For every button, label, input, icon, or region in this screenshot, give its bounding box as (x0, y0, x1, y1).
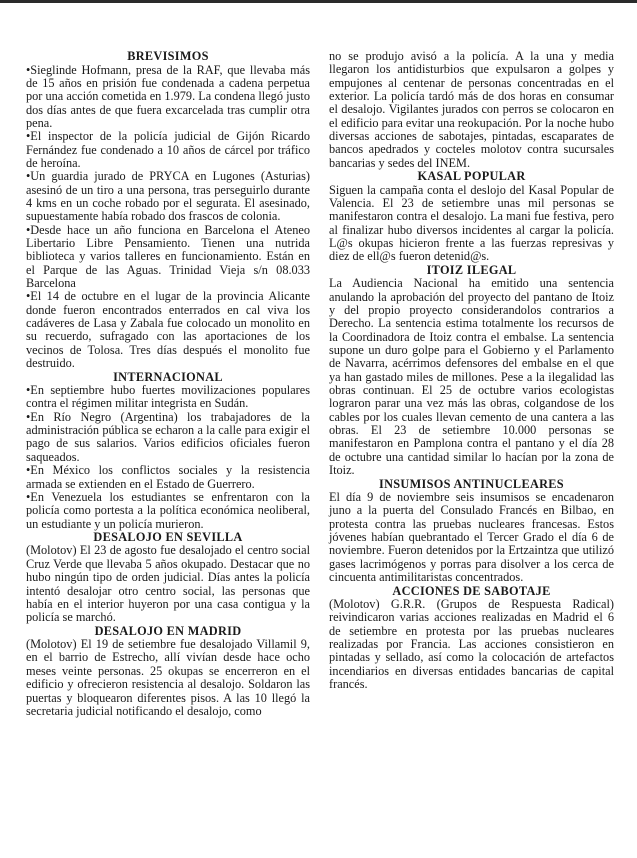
paragraph: El día 9 de noviembre seis insumisos se encadenaron juno a la puerta del Consulado Francés en Bilbao, en protesta contra las pruebas nucleares francesas. Estos jóvenes habían quebrantado el Tercer Grado el día 6 de noviembre. Fueron detenidos por la Ertzaintza que utilizó gases lacrimógenos y porras para disolver a los cerca de cincuenta antimilitaristas concentrados. (329, 490, 614, 585)
paragraph: •En Venezuela los estudiantes se enfrentaron con la policía como portesta a la política económica neoliberal, un estudiante y un policía murieron. (26, 489, 310, 531)
paragraph: Siguen la campaña conta el deslojo del Kasal Popular de Valencia. El 23 de setiembre unas mil personas se manifestaron contra el desalojo. La mani fue festiva, pero al finalizar hubo diversos incidentes al cargar la policía. L@s okupas hicieron frente a las fuerzas represivas y diez de ell@s fueron detenid@s. (329, 182, 614, 264)
paragraph: (Molotov) El 23 de agosto fue desalojado el centro social Cruz Verde que llevaba 5 años okupado. Destacar que no hubo ningún tipo de orden judicial. Días antes la policía intentó desalojar otro centro social, las personas que había en el interior huyeron por una casa contigua y la policía se marchó. (26, 543, 310, 625)
paragraph: •En Río Negro (Argentina) los trabajadores de la administración pública se echaron a la calle para exigir el pago de sus salarios. Varios edificios oficiales fueron saqueados. (26, 409, 310, 464)
page-top-rule (0, 0, 637, 3)
paragraph: •En México los conflictos sociales y la resistencia armada se extienden en el Estado de Guerrero. (26, 463, 310, 491)
left-column (26, 50, 310, 718)
paragraph: (Molotov) El 19 de setiembre fue desalojado Villamil 9, en el barrio de Estrecho, allí vivían desde hace ocho meses veinte personas. 25 okupas se encerreron en el edificio y ofrecieron resistencia al desalojo. Soldaron las puertas y bloquearon diferentes pisos. A las 10 llegó la secretaria judicial notificando el desalojo, como (26, 637, 310, 718)
paragraph: •Un guardia jurado de PRYCA en Lugones (Asturias) asesinó de un tiro a una persona, tras perseguirlo durante 4 kms en un coche robado por el segurata. El asesinado, supuestamente había robado dos frascos de colonia. (26, 169, 310, 224)
paragraph: •Desde hace un año funciona en Barcelona el Ateneo Libertario Libre Pensamiento. Tienen una nutrida biblioteca y varios talleres en funcionamiento. Están en el Parque de las Aguas. Trinidad Vieja s/n 08.033 Barcelona (26, 222, 310, 291)
heading-desalojo-madrid: DESALOJO EN MADRID (94, 623, 242, 638)
paragraph: La Audiencia Nacional ha emitido una sentencia anulando la aprobación del proyecto del pantano de Itoiz y del propio proyecto considerandolos contrarios a Derecho. La sentencia estima totalmente los recursos de la Coordinadora de Itoiz contra el embalse. La sentencia supone un duro golpe para el Gobierno y el Parlamento de Navarra, acérrimos defensores del embalse en el que ya han gastado miles de millones. Pese a la ilegalidad las obras continuan. El 25 de octubre varios ecologistas lograron parar una vez más las obras, colgandose de los cables por los cuales llevan cemento de una cantera a las obras. El 23 de setiembre 10.000 personas se manifestaron en Pamplona contra el pantano y el día 28 de octubre una cantidad similar lo hacían por la zona de Itoiz. (329, 276, 614, 478)
paragraph: •En septiembre hubo fuertes movilizaciones populares contra el régimen militar integrista en Sudán. (26, 383, 310, 411)
paragraph: no se produjo avisó a la policía. A la una y media llegaron los antidisturbios que expulsaron a golpes y empujones al centenar de personas concentradas en el exterior. La policía tardó más de dos horas en consumar el desalojo. Vigilantes jurados con perros se colocaron en el edificio para evitar una reokupación. Por la noche hubo diversas acciones de sabotajes, pintadas, escaparates de bancos apedrados y cocteles molotov contra sucursales bancarias y sedes del INEM. (329, 49, 614, 170)
heading-itoiz-ilegal: ITOIZ ILEGAL (426, 262, 517, 277)
heading-brevisimos: BREVISIMOS (127, 49, 209, 63)
heading-desalojo-sevilla: DESALOJO EN SEVILLA (93, 529, 243, 544)
heading-insumisos-antinucleares: INSUMISOS ANTINUCLEARES (379, 476, 564, 491)
heading-kasal-popular: KASAL POPULAR (417, 169, 526, 184)
paragraph: •El inspector de la policía judicial de Gijón Ricardo Fernández fue condenado a 10 años de cárcel por tráfico de heroína. (26, 129, 310, 170)
paragraph: •El 14 de octubre en el lugar de la provincia Alicante donde fueron encontrados enterrados en cal viva los cadáveres de Lasa y Zabala fue colocado un monolito en su recuerdo, sufragado con las aportaciones de los vecinos de Tolosa. Tres días después el monolito fue destruido. (26, 289, 310, 371)
heading-internacional: INTERNACIONAL (113, 369, 223, 384)
right-column (329, 50, 614, 692)
paragraph: (Molotov) G.R.R. (Grupos de Respuesta Radical) reivindicaron varias acciones realizadas en Madrid el 6 de setiembre en protesta por las pruebas nucleares realizadas por Francia. Las acciones consistieron en pintadas y sellado, así como la colocación de artefactos incendiarios en diversas entidades bancarias de capital francés. (329, 597, 614, 692)
heading-acciones-sabotaje: ACCIONES DE SABOTAJE (392, 583, 551, 598)
paragraph: •Sieglinde Hofmann, presa de la RAF, que llevaba más de 15 años en prisión fue condenada a cadena perpetua por una acción cometida en 1.979. La condena llegó justo dos días antes de que fuera excarcelada tras cumplir otra pena. (26, 62, 310, 130)
